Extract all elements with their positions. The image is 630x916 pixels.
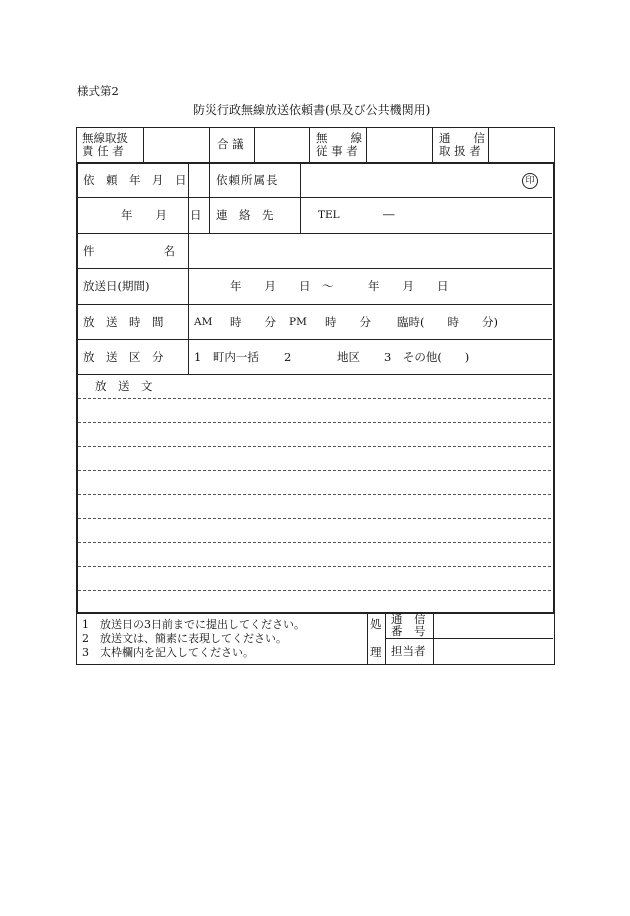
handler-label-1: 通 信 — [439, 131, 485, 145]
tel-label: TEL — [318, 209, 340, 221]
time-1: 時 分 — [230, 315, 276, 329]
am-label: AM — [194, 316, 213, 328]
request-date-label: 依 頼 年 月 日 — [83, 173, 187, 187]
person-in-charge-label: 担当者 — [391, 644, 426, 658]
subject-label: 件 名 — [83, 244, 175, 258]
note-1: 1 放送日の3日前までに提出してください。 — [82, 618, 305, 631]
area-option-2-suffix: 地区 — [337, 350, 360, 364]
processing-char-2: 理 — [370, 645, 382, 659]
date-label-2: 年 月 日 — [121, 208, 202, 222]
comm-number-label-1: 通 信 — [391, 612, 426, 626]
manager-label-2: 責 任 者 — [82, 144, 124, 158]
temporary-time: 臨時( 時 分) — [397, 315, 498, 329]
pm-label: PM — [289, 316, 307, 328]
form-number: 様式第2 — [77, 84, 119, 98]
manager-label-1: 無線取扱 — [82, 131, 128, 145]
requester-label: 依頼所属長 — [216, 173, 279, 187]
processing-char-1: 処 — [370, 617, 382, 631]
area-option-1: 1 町内一括 — [194, 350, 259, 364]
area-label: 放 送 区 分 — [83, 350, 164, 364]
broadcast-date-value: 年 月 日 〜 年 月 日 — [230, 279, 449, 293]
form-title: 防災行政無線放送依頼書(県及び公共機関用) — [193, 103, 431, 117]
note-3: 3 太枠欄内を記入してください。 — [82, 646, 254, 659]
operator-label-2: 従 事 者 — [316, 144, 358, 158]
time-2: 時 分 — [325, 315, 371, 329]
area-option-3: 3 その他( ) — [384, 350, 470, 364]
comm-number-label-2: 番 号 — [391, 624, 426, 638]
tel-dash: ― — [383, 207, 395, 221]
approval-label: 合 議 — [217, 137, 244, 151]
note-2: 2 放送文は、簡素に表現してください。 — [82, 632, 287, 645]
area-option-2: 2 — [284, 350, 292, 364]
broadcast-date-label: 放送日(期間) — [83, 279, 150, 293]
broadcast-time-label: 放 送 時 間 — [83, 315, 164, 329]
operator-label-1: 無 線 — [316, 131, 362, 145]
contact-label: 連 絡 先 — [216, 208, 274, 222]
handler-label-2: 取 扱 者 — [439, 144, 481, 158]
broadcast-text-label: 放 送 文 — [95, 379, 153, 393]
seal-mark: 印 — [522, 173, 538, 189]
